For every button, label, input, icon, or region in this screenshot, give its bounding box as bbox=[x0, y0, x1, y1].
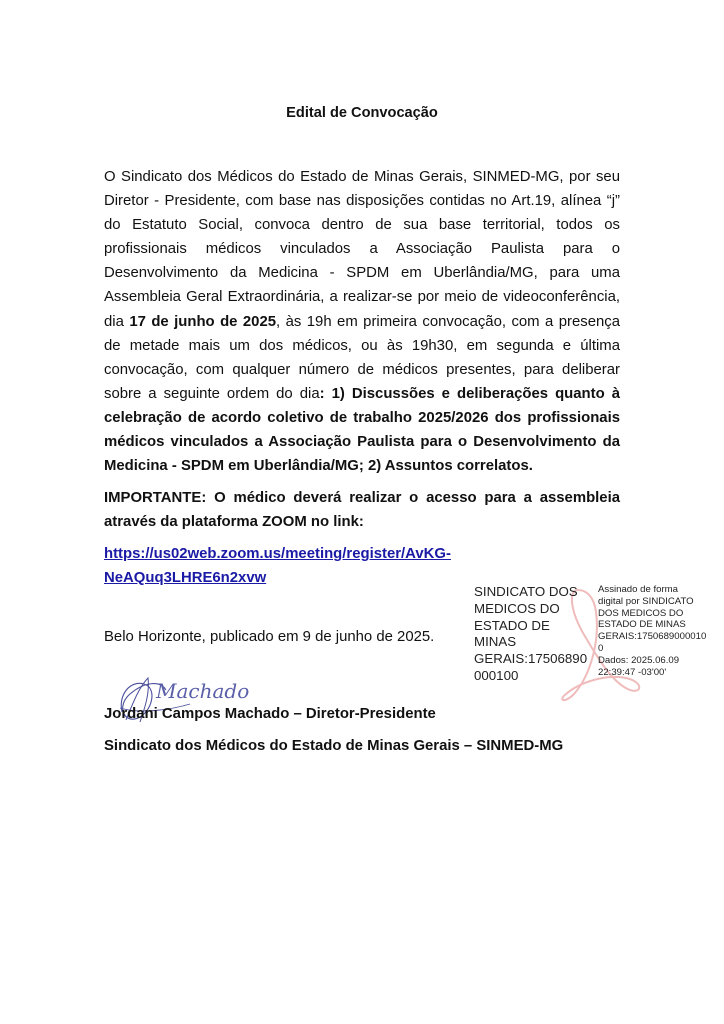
signer-name: Jordani Campos Machado – Diretor-Presidente bbox=[104, 706, 436, 722]
seal-detail-line: DOS MEDICOS DO bbox=[598, 607, 684, 619]
organization-name: Sindicato dos Médicos do Estado de Minas Gerais – SINMED-MG bbox=[104, 738, 564, 754]
seal-name-line: ESTADO DE bbox=[474, 617, 550, 633]
seal-name-line: GERAIS:17506890 bbox=[474, 651, 588, 667]
paragraph-text-part-1: O Sindicato dos Médicos do Estado de Minas Gerais, SINMED-MG, por seu Diretor - Presidente, com base nas disposições contidas no Art.19, alínea “j” do Estatuto Social, convoca dentro de sua base territorial, todos os profissionais médicos vinculados a Associação Paulista para o Desenvolvimento da Medicina - SPDM em Uberlândia/MG, para uma Assembleia Geral Extraordinária, a realizar-se por meio de videoconferência, dia bbox=[104, 169, 620, 330]
meeting-date: 17 de junho de 2025 bbox=[129, 313, 277, 330]
seal-name-line: MEDICOS DO bbox=[474, 600, 560, 616]
digital-signature-stamp bbox=[474, 584, 724, 704]
seal-detail-line: Assinado de forma bbox=[598, 584, 678, 595]
signature-holder-name bbox=[474, 584, 594, 685]
seal-detail-line: 0 bbox=[598, 642, 604, 654]
seal-name-line: MINAS bbox=[474, 634, 517, 650]
important-notice: IMPORTANTE: O médico deverá realizar o acesso para a assembleia através da plataforma ZOOM no link: bbox=[104, 490, 620, 531]
document-title: Edital de Convocação bbox=[286, 105, 438, 121]
zoom-registration-link[interactable]: https://us02web.zoom.us/meeting/register/AvKG-NeAQuq3LHRE6n2xvw bbox=[104, 546, 451, 587]
seal-detail-line: ESTADO DE MINAS bbox=[598, 619, 686, 631]
publication-date-line: Belo Horizonte, publicado em 9 de junho de 2025. bbox=[104, 629, 435, 645]
seal-name-line: SINDICATO DOS bbox=[474, 584, 578, 599]
signature-scribble-text: Machado bbox=[156, 679, 250, 703]
seal-detail-line: Dados: 2025.06.09 bbox=[598, 654, 680, 666]
seal-detail-line: digital por SINDICATO bbox=[598, 595, 694, 607]
seal-detail-line: GERAIS:1750689000010 bbox=[598, 631, 707, 643]
signature-details bbox=[598, 584, 722, 678]
convocation-paragraph bbox=[104, 165, 620, 478]
paragraph-text-part-2: , às 19h em primeira convocação, com a presença de metade mais um dos médicos, ou às 19h30, em segunda e última convocação, com qualquer número de médicos presentes, para deliberar sobre a seguinte ordem do dia bbox=[104, 313, 620, 402]
seal-name-line: 000100 bbox=[474, 667, 519, 683]
seal-detail-line: 22:39:47 -03'00' bbox=[598, 666, 667, 678]
agenda-items: : 1) Discussões e deliberações quanto à celebração de acordo coletivo de trabalho 2025/2026 dos profissionais médicos vinculados a Associação Paulista para o Desenvolvimento da Medicina - SPDM em Uberlândia/MG; 2) Assuntos correlatos. bbox=[104, 385, 621, 475]
